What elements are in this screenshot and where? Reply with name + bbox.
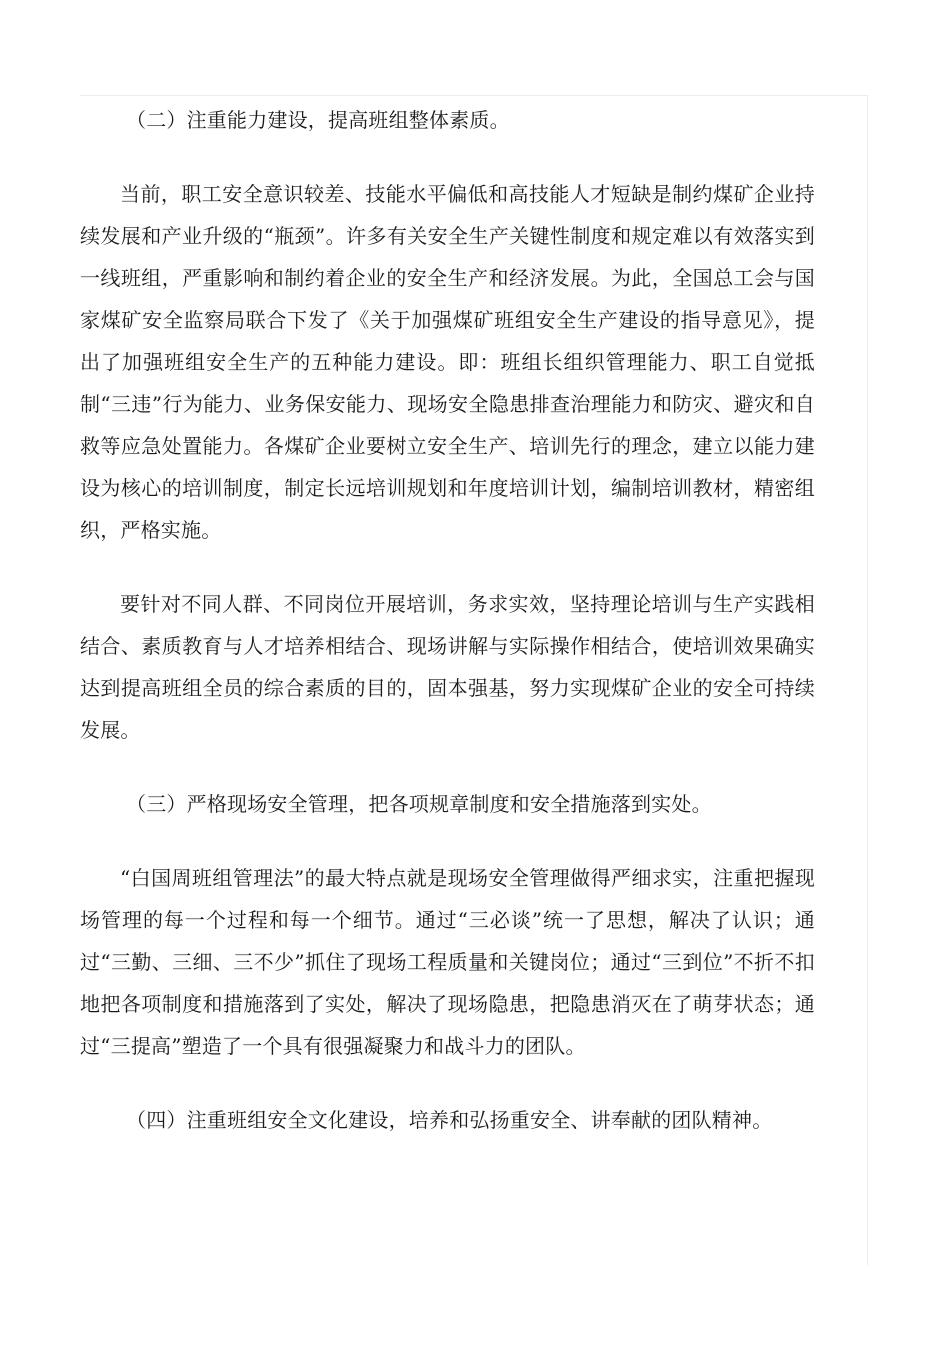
section-heading-3: （三）严格现场安全管理，把各项规章制度和安全措施落到实处。 <box>126 792 712 816</box>
section-heading-2: （二）注重能力建设，提高班组整体素质。 <box>126 108 510 132</box>
section-heading-4: （四）注重班组安全文化建设，培养和弘扬重安全、讲奉献的团队精神。 <box>126 1108 773 1132</box>
spacer <box>80 141 815 173</box>
paragraph-current-situation: 当前，职工安全意识较差、技能水平偏低和高技能人才短缺是制约煤矿企业持续发展和产业升级的“瓶颈”。许多有关安全生产关键性制度和规定难以有效落实到一线班组，严重影响和制约着企业的安全生产和经济发展。为此，全国总工会与国家煤矿安全监察局联合下发了《关于加强煤矿班组安全生产建设的指导意见》，提出了加强班组安全生产的五种能力建设。即：班组长组织管理能力、职工自觉抵制“三违”行为能力、业务保安能力、现场安全隐患排查治理能力和防灾、避灾和自救等应急处置能力。各煤矿企业要树立安全生产、培训先行的理念，建立以能力建设为核心的培训制度，制定长远培训规划和年度培训计划，编制培训教材，精密组织，严格实施。 <box>80 182 815 542</box>
spacer <box>80 751 815 783</box>
paragraph-training: 要针对不同人群、不同岗位开展培训，务求实效，坚持理论培训与生产实践相结合、素质教育与人才培养相结合、现场讲解与实际操作相结合，使培训效果确实达到提高班组全员的综合素质的目的，固本强基，努力实现煤矿企业的安全可持续发展。 <box>80 592 815 742</box>
paragraph-bai-guozhou-method: “白国周班组管理法”的最大特点就是现场安全管理做得严细求实，注重把握现场管理的每一个过程和每一个细节。通过“三必谈”统一了思想，解决了认识；通过“三勤、三细、三不少”抓住了现场工程质量和关键岗位；通过“三到位”不折不扣地把各项制度和措施落到了实处，解决了现场隐患，把隐患消灭在了萌芽状态；通过“三提高”塑造了一个具有很强凝聚力和战斗力的团队。 <box>80 866 815 1058</box>
spacer <box>80 1067 815 1099</box>
document-body <box>80 99 815 1141</box>
spacer <box>80 825 815 857</box>
spacer <box>80 551 815 583</box>
